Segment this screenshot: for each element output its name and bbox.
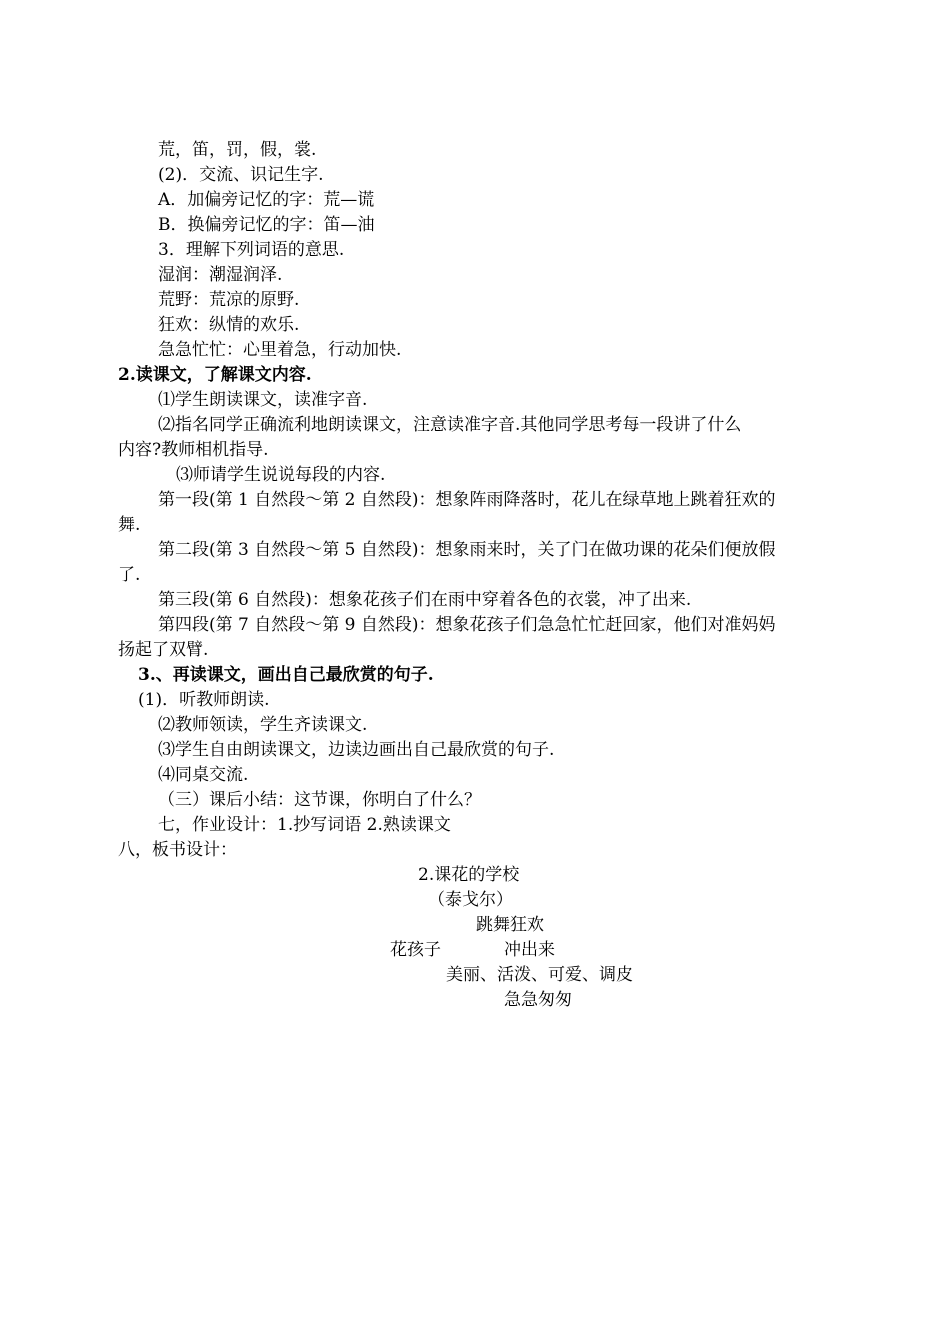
text-line: ⑵指名同学正确流利地朗读课文，注意读准字音.其他同学思考每一段讲了什么 (158, 415, 742, 435)
text-line: 第四段(第 7 自然段～第 9 自然段)：想象花孩子们急急忙忙赶回家，他们对准妈妈 (158, 615, 776, 635)
text-line: 八，板书设计： (118, 840, 237, 860)
text-line: A．加偏旁记忆的字：荒—谎 (158, 190, 375, 210)
board-item: 急急匆匆 (504, 990, 572, 1010)
board-title: 2.课花的学校 (418, 865, 520, 885)
text-line: 第三段(第 6 自然段)：想象花孩子们在雨中穿着各色的衣裳，冲了出来. (158, 590, 692, 610)
text-line: 急急忙忙：心里着急，行动加快. (158, 340, 402, 360)
text-line: ⑶学生自由朗读课文，边读边画出自己最欣赏的句子. (158, 740, 555, 760)
text-line: 第二段(第 3 自然段～第 5 自然段)：想象雨来时，关了门在做功课的花朵们便放假 (158, 540, 776, 560)
text-line: ⑷同桌交流. (158, 765, 249, 785)
text-line: 湿润：潮湿润泽. (158, 265, 283, 285)
board-subject: 花孩子 (390, 940, 441, 960)
text-line: 了. (118, 565, 141, 585)
board-item: 美丽、活泼、可爱、调皮 (446, 965, 633, 985)
text-line: ⑶师请学生说说每段的内容. (176, 465, 386, 485)
text-line: (2)．交流、识记生字. (158, 165, 324, 185)
text-line: 内容?教师相机指导. (118, 440, 269, 460)
text-line: （三）课后小结：这节课，你明白了什么？ (158, 790, 481, 810)
text-line: ⑵教师领读，学生齐读课文. (158, 715, 368, 735)
text-line: (1)．听教师朗读. (138, 690, 270, 710)
board-author: （泰戈尔） (428, 890, 513, 910)
text-line: 狂欢：纵情的欢乐. (158, 315, 300, 335)
text-line: 七，作业设计：1.抄写词语 2.熟读课文 (158, 815, 451, 835)
section-heading: 3.、再读课文，画出自己最欣赏的句子. (138, 665, 434, 685)
board-item: 冲出来 (504, 940, 555, 960)
text-line: 荒野：荒凉的原野. (158, 290, 300, 310)
text-line: 舞. (118, 515, 141, 535)
text-line: B．换偏旁记忆的字：笛—油 (158, 215, 375, 235)
text-line: 第一段(第 1 自然段～第 2 自然段)：想象阵雨降落时，花儿在绿草地上跳着狂欢的 (158, 490, 776, 510)
text-line: 扬起了双臂. (118, 640, 209, 660)
text-line: ⑴学生朗读课文，读准字音. (158, 390, 368, 410)
section-heading: 2.读课文，了解课文内容. (118, 365, 312, 385)
text-line: 荒，笛，罚，假，裳. (158, 140, 317, 160)
text-line: 3．理解下列词语的意思. (158, 240, 345, 260)
board-item: 跳舞狂欢 (476, 915, 544, 935)
